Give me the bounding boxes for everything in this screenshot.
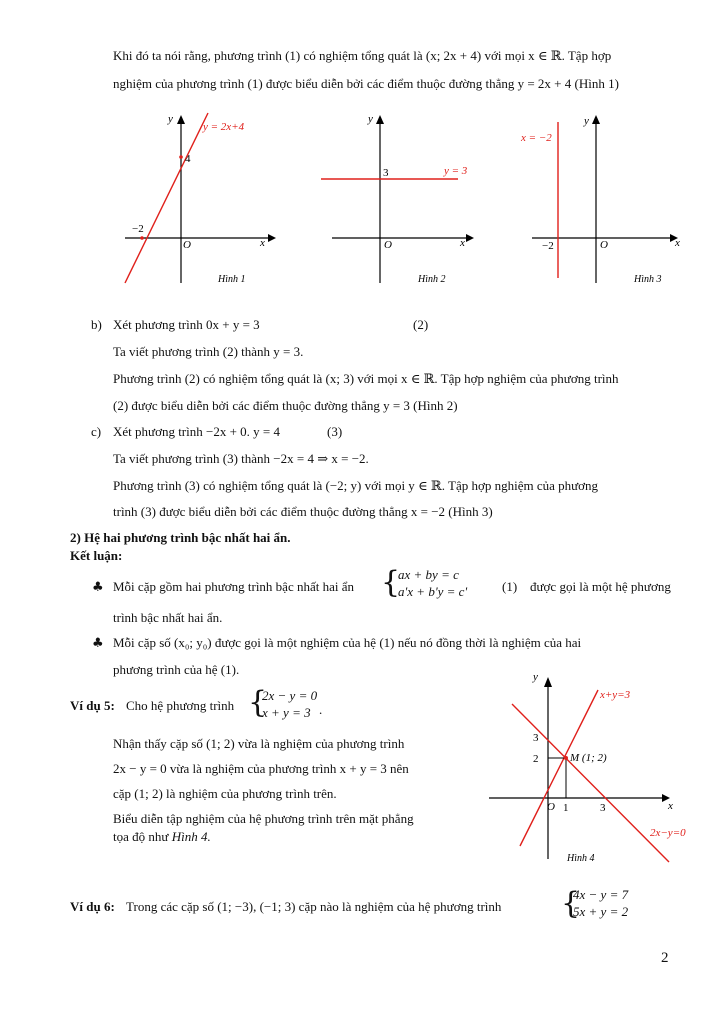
example-6-eq-1: 4x − y = 7 [573,887,629,902]
figure-1 [120,108,290,288]
club-bullet-icon: ♣ [92,636,104,651]
section-2-heading: 2) Hệ hai phương trình bậc nhất hai ẩn. [70,530,291,545]
example-6-brace: { [561,886,581,921]
example-5-eq-2: x + y = 3 [262,705,311,720]
conclusion-heading: Kết luận: [70,548,123,563]
example-6-system [573,886,628,920]
fig4-line2-label: 2x−y=0 [650,827,686,839]
fig1-line-label: y = 2x+4 [203,121,245,133]
example-5-line-1: Nhận thấy cặp số (1; 2) vừa là nghiệm của phương trình [113,736,405,751]
fig3-x-label: x [675,237,680,249]
bullet-1-pre: Mỗi cặp gồm hai phương trình bậc nhất hai ẩn [113,579,355,594]
fig4-tick-y2: 2 [533,753,539,765]
fig2-origin: O [384,239,392,251]
fig3-y-label: y [584,115,589,127]
bullet-1-post: được gọi là một hệ phương [530,579,671,594]
bullet-1-num: (1) [502,579,518,594]
part-b-marker: b) [91,317,102,332]
intro-line-2: nghiệm của phương trình (1) được biểu diễn bởi các điểm thuộc đường thẳng y = 2x + 4 (Hình 1) [113,76,619,91]
fig3-x-tick: −2 [542,240,554,252]
bullet-1-line-2: trình bậc nhất hai ẩn. [113,610,223,625]
fig4-y-arrow [544,677,552,687]
part-c-marker: c) [91,424,102,439]
example-6-label: Ví dụ 6: [70,899,115,914]
bullet-1-system [398,566,467,600]
example-5-line-5 [113,829,211,845]
fig1-x-label: x [260,237,265,249]
fig3-caption: Hình 3 [634,274,662,285]
part-b-line-1: Xét phương trình 0x + y = 3 [113,317,260,332]
fig3-y-arrow [592,115,600,124]
fig1-y-tick: 4 [185,153,191,165]
example-5-label: Ví dụ 5: [70,698,115,713]
example-6-text: Trong các cặp số (1; −3), (−1; 3) cặp nào là nghiệm của hệ phương trình [126,899,502,914]
fig1-x-tick: −2 [132,223,144,235]
fig4-x-label: x [668,800,673,812]
fig4-y-label: y [533,671,538,683]
fig4-tick-y3: 3 [533,732,539,744]
fig1-caption: Hình 1 [218,274,246,285]
part-c-line-4: trình (3) được biểu diễn bởi các điểm thuộc đường thẳng x = −2 (Hình 3) [113,504,493,519]
part-b-line-2: Ta viết phương trình (2) thành y = 3. [113,344,304,359]
fig1-x-intercept [140,236,144,240]
example-5-line-3: cặp (1; 2) là nghiệm của phương trình trên. [113,786,337,801]
fig2-caption: Hình 2 [418,274,446,285]
example-5-period: . [319,702,323,717]
bullet-1-eq-1: ax + by = c [398,567,459,582]
figure-3 [518,108,693,288]
fig4-line-2x-minus-y [520,690,598,846]
bullet-2-line-1: Mỗi cặp số (x₀; y₀) được gọi là một nghiệm của hệ (1) nếu nó đồng thời là nghiệm của hai [113,635,582,650]
fig4-line1-label: x+y=3 [600,689,631,701]
example-5-line-4: Biểu diễn tập nghiệm của hệ phương trình trên mặt phẳng [113,811,414,826]
fig4-point-label: M (1; 2) [570,752,607,764]
bullet-1-eq-2: a'x + b'y = c' [398,584,468,599]
fig4-tick-x3: 3 [600,802,606,814]
part-b-line-3: Phương trình (2) có nghiệm tổng quát là (x; 3) với mọi x ∈ ℝ. Tập hợp nghiệm của phương trình [113,371,619,386]
fig3-origin: O [600,239,608,251]
part-c-eq-num: (3) [327,424,343,439]
fig2-y-label: y [368,113,373,125]
bullet-2-line-2: phương trình của hệ (1). [113,662,240,677]
fig1-line [125,113,208,283]
example-5-intro: Cho hệ phương trình [126,698,235,713]
figure-2 [318,108,488,288]
example-5-line-5-pre: tọa độ như [113,829,169,844]
fig1-origin: O [183,239,191,251]
fig2-x-label: x [460,237,465,249]
fig1-y-label: y [168,113,173,125]
example-5-figure-ref: Hình 4. [171,829,211,844]
fig2-y-arrow [376,115,384,124]
fig2-y-tick: 3 [383,167,389,179]
part-c-line-2: Ta viết phương trình (3) thành −2x = 4 ⇒ x = −2. [113,451,369,466]
fig4-origin: O [547,801,555,813]
fig4-line-x-plus-y [512,704,669,862]
fig1-y-arrow [177,115,185,124]
example-5-line-2: 2x − y = 0 vừa là nghiệm của phương trình x + y = 3 nên [113,761,409,776]
fig4-tick-x1: 1 [563,802,569,814]
fig1-y-intercept [179,155,183,159]
fig4-caption: Hình 4 [567,853,595,864]
fig2-x-arrow [466,234,474,242]
example-5-eq-1: 2x − y = 0 [262,688,318,703]
fig4-point-m [564,756,568,760]
part-c-line-3: Phương trình (3) có nghiệm tổng quát là (−2; y) với mọi y ∈ ℝ. Tập hợp nghiệm của phương [113,478,599,493]
fig2-line-label: y = 3 [444,165,468,177]
example-5-system [262,687,317,721]
part-c-line-1: Xét phương trình −2x + 0. y = 4 [113,424,280,439]
part-b-eq-num: (2) [413,317,429,332]
example-6-eq-2: 5x + y = 2 [573,904,629,919]
figure-4 [484,664,704,868]
part-b-line-4: (2) được biểu diễn bởi các điểm thuộc đường thẳng y = 3 (Hình 2) [113,398,458,413]
page-number: 2 [661,950,669,966]
club-bullet-icon: ♣ [92,580,104,595]
fig3-line-label: x = −2 [521,132,552,144]
intro-line-1: Khi đó ta nói rằng, phương trình (1) có nghiệm tổng quát là (x; 2x + 4) với mọi x ∈ ℝ. Tập hợp [113,48,612,63]
bullet-1-brace: { [381,565,401,600]
example-5-brace: { [248,685,268,720]
fig1-x-arrow [268,234,276,242]
